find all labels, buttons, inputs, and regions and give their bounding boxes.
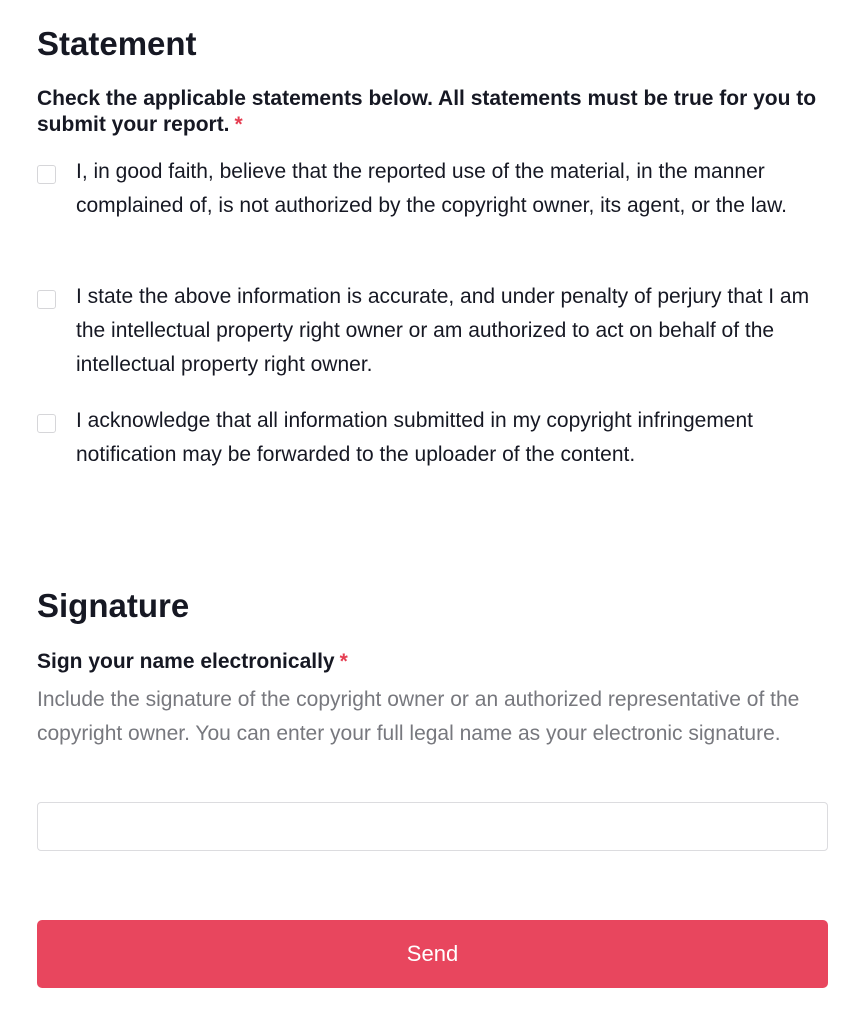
good-faith-label[interactable]: I, in good faith, believe that the reported use of the material, in the manner complained of, is not authorized by the copyright owner, its agent, or the law. — [76, 160, 787, 217]
statement-section-title: Statement — [37, 25, 197, 62]
statement-instructions-text: Check the applicable statements below. All statements must be true for you to submit your report. — [37, 87, 817, 136]
signature-help-text: Include the signature of the copyright owner or an authorized representative of the copyright owner. You can enter your full legal name as your electronic signature. — [37, 688, 800, 745]
acknowledge-checkbox[interactable] — [37, 414, 56, 433]
required-marker: * — [339, 650, 348, 673]
signature-field-label — [37, 649, 348, 675]
signature-field-label-text: Sign your name electronically — [37, 650, 335, 673]
required-marker: * — [234, 113, 243, 136]
signature-section-title: Signature — [37, 587, 190, 624]
accuracy-checkbox[interactable] — [37, 290, 56, 309]
signature-input[interactable] — [37, 802, 828, 851]
statement-instructions — [37, 86, 817, 138]
accuracy-label[interactable]: I state the above information is accurate, and under penalty of perjury that I am the intellectual property right owner or am authorized to act on behalf of the intellectual property right owner. — [76, 285, 810, 376]
send-button[interactable]: Send — [37, 920, 828, 988]
acknowledge-label[interactable]: I acknowledge that all information submitted in my copyright infringement notification may be forwarded to the uploader of the content. — [76, 409, 754, 466]
good-faith-checkbox[interactable] — [37, 165, 56, 184]
